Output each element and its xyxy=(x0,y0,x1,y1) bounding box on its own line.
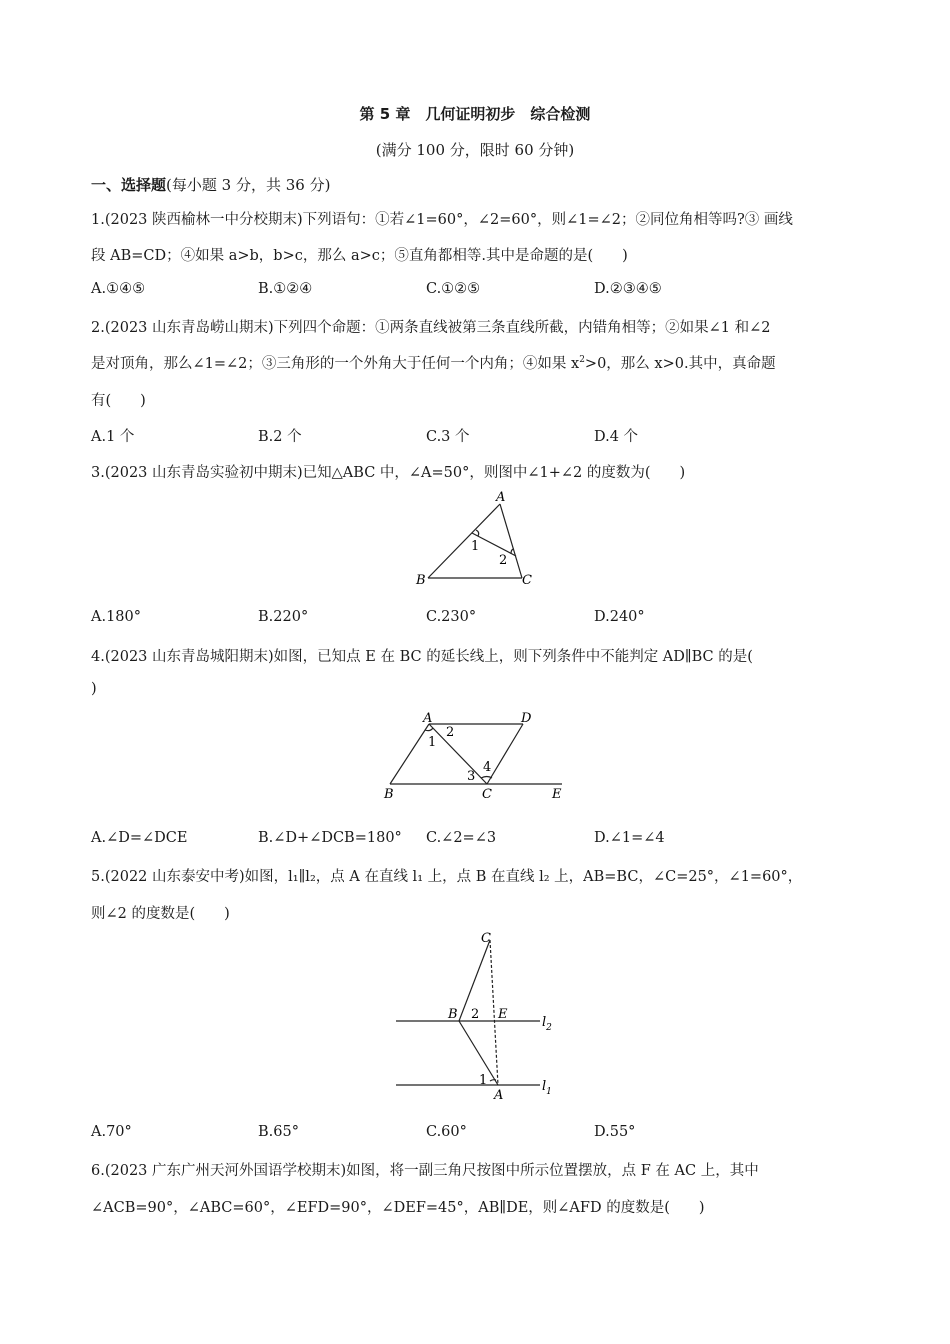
page-subtitle: (满分 100 分，限时 60 分钟) xyxy=(375,141,575,159)
q1-line1: 1.(2023 陕西榆林一中分校期末)下列语句：①若∠1=60°，∠2=60°，则∠1=∠2；②同位角相等吗?③ 画线 xyxy=(91,212,793,228)
q4-parallelogram-figure xyxy=(380,708,570,804)
q5-label-l2-letter: l xyxy=(542,1015,547,1030)
q5-label-c: C xyxy=(481,931,491,946)
q5-line2: 则∠2 的度数是( ) xyxy=(91,906,230,922)
q4-label-a: A xyxy=(423,711,433,726)
q5-label-b: B xyxy=(448,1007,458,1022)
q4-line2: ) xyxy=(91,681,97,697)
q5-option-a: A.70° xyxy=(91,1124,132,1140)
q4-label-1: 1 xyxy=(428,735,437,750)
q3-option-b: B.220° xyxy=(258,609,309,625)
q2-line2 xyxy=(91,352,861,373)
section-label: 一、选择题 xyxy=(91,176,167,194)
q6-line2: ∠ACB=90°，∠ABC=60°，∠EFD=90°，∠DEF=45°，AB∥DE，则∠AFD 的度数是( ) xyxy=(91,1200,705,1216)
q4-line-ac xyxy=(429,724,487,784)
q5-label-e: E xyxy=(498,1007,508,1022)
q3-side-ab xyxy=(428,504,500,578)
q1-option-b: B.①②④ xyxy=(258,281,313,297)
q3-option-c: C.230° xyxy=(426,609,477,625)
q4-label-b: B xyxy=(384,787,394,802)
q4-line-ab xyxy=(390,724,429,784)
q3-line1: 3.(2023 山东青岛实验初中期末)已知△ABC 中，∠A=50°，则图中∠1+∠2 的度数为( ) xyxy=(91,465,686,481)
q4-option-a: A.∠D=∠DCE xyxy=(91,830,188,846)
q4-angle-arc-c xyxy=(481,777,492,779)
q4-line-dc xyxy=(487,724,523,784)
q3-option-d: D.240° xyxy=(594,609,645,625)
q4-label-d: D xyxy=(521,711,532,726)
q5-label-a: A xyxy=(494,1088,504,1103)
q4-label-3: 3 xyxy=(467,769,476,784)
section-heading xyxy=(91,174,330,195)
q2-line2-part2: >0，那么 x>0.其中，真命题 xyxy=(584,356,776,372)
q2-superscript: 2 xyxy=(579,355,585,366)
q3-label-2: 2 xyxy=(499,553,508,568)
q2-line1: 2.(2023 山东青岛崂山期末)下列四个命题：①两条直线被第三条直线所截，内错角相等；②如果∠1 和∠2 xyxy=(91,320,771,336)
q1-option-d: D.②③④⑤ xyxy=(594,281,662,297)
q1-option-a: A.①④⑤ xyxy=(91,281,146,297)
q5-line-ca xyxy=(490,940,498,1085)
q3-option-a: A.180° xyxy=(91,609,142,625)
q5-label-l2-subscript: 2 xyxy=(546,1023,552,1033)
q4-option-b: B.∠D+∠DCB=180° xyxy=(258,830,402,846)
q3-label-1: 1 xyxy=(471,539,480,554)
page-title: 第 5 章 几何证明初步 综合检测 xyxy=(359,105,591,123)
q4-label-c: C xyxy=(482,787,492,802)
section-note: (每小题 3 分，共 36 分) xyxy=(166,176,331,194)
q2-option-c: C.3 个 xyxy=(426,429,470,445)
q3-label-c: C xyxy=(522,573,532,588)
q5-label-l1-letter: l xyxy=(542,1079,547,1094)
q1-option-c: C.①②⑤ xyxy=(426,281,481,297)
q6-line1: 6.(2023 广东广州天河外国语学校期末)如图，将一副三角尺按图中所示位置摆放，点 F 在 AC 上，其中 xyxy=(91,1163,759,1179)
q5-option-b: B.65° xyxy=(258,1124,299,1140)
q5-label-l2 xyxy=(542,1015,552,1033)
q4-line1: 4.(2023 山东青岛城阳期末)如图，已知点 E 在 BC 的延长线上，则下列条件中不能判定 AD∥BC 的是( xyxy=(91,649,753,665)
q5-label-l1 xyxy=(542,1079,552,1097)
q5-line1: 5.(2022 山东泰安中考)如图，l₁∥l₂，点 A 在直线 l₁ 上，点 B 在直线 l₂ 上，AB=BC，∠C=25°，∠1=60°， xyxy=(91,869,803,885)
q4-option-d: D.∠1=∠4 xyxy=(594,830,665,846)
q2-option-a: A.1 个 xyxy=(91,429,135,445)
q4-label-e: E xyxy=(552,787,562,802)
q4-label-2: 2 xyxy=(446,725,455,740)
q5-label-1: 1 xyxy=(479,1073,488,1088)
q5-option-c: C.60° xyxy=(426,1124,467,1140)
q3-label-b: B xyxy=(416,573,426,588)
q2-option-b: B.2 个 xyxy=(258,429,302,445)
q2-line2-part1: 是对顶角，那么∠1=∠2；③三角形的一个外角大于任何一个内角；④如果 x xyxy=(91,356,580,372)
q2-line3: 有( ) xyxy=(91,393,146,409)
q4-option-c: C.∠2=∠3 xyxy=(426,830,497,846)
q2-option-d: D.4 个 xyxy=(594,429,639,445)
q5-label-l1-subscript: 1 xyxy=(546,1087,552,1097)
q3-triangle-figure xyxy=(410,486,540,590)
q3-label-a: A xyxy=(496,490,506,505)
q4-label-4: 4 xyxy=(483,760,492,775)
q5-option-d: D.55° xyxy=(594,1124,636,1140)
q1-line2: 段 AB=CD；④如果 a>b，b>c，那么 a>c；⑤直角都相等.其中是命题的是( ) xyxy=(91,248,628,264)
q5-parallel-lines-figure xyxy=(390,928,570,1104)
q5-label-2: 2 xyxy=(471,1007,480,1022)
